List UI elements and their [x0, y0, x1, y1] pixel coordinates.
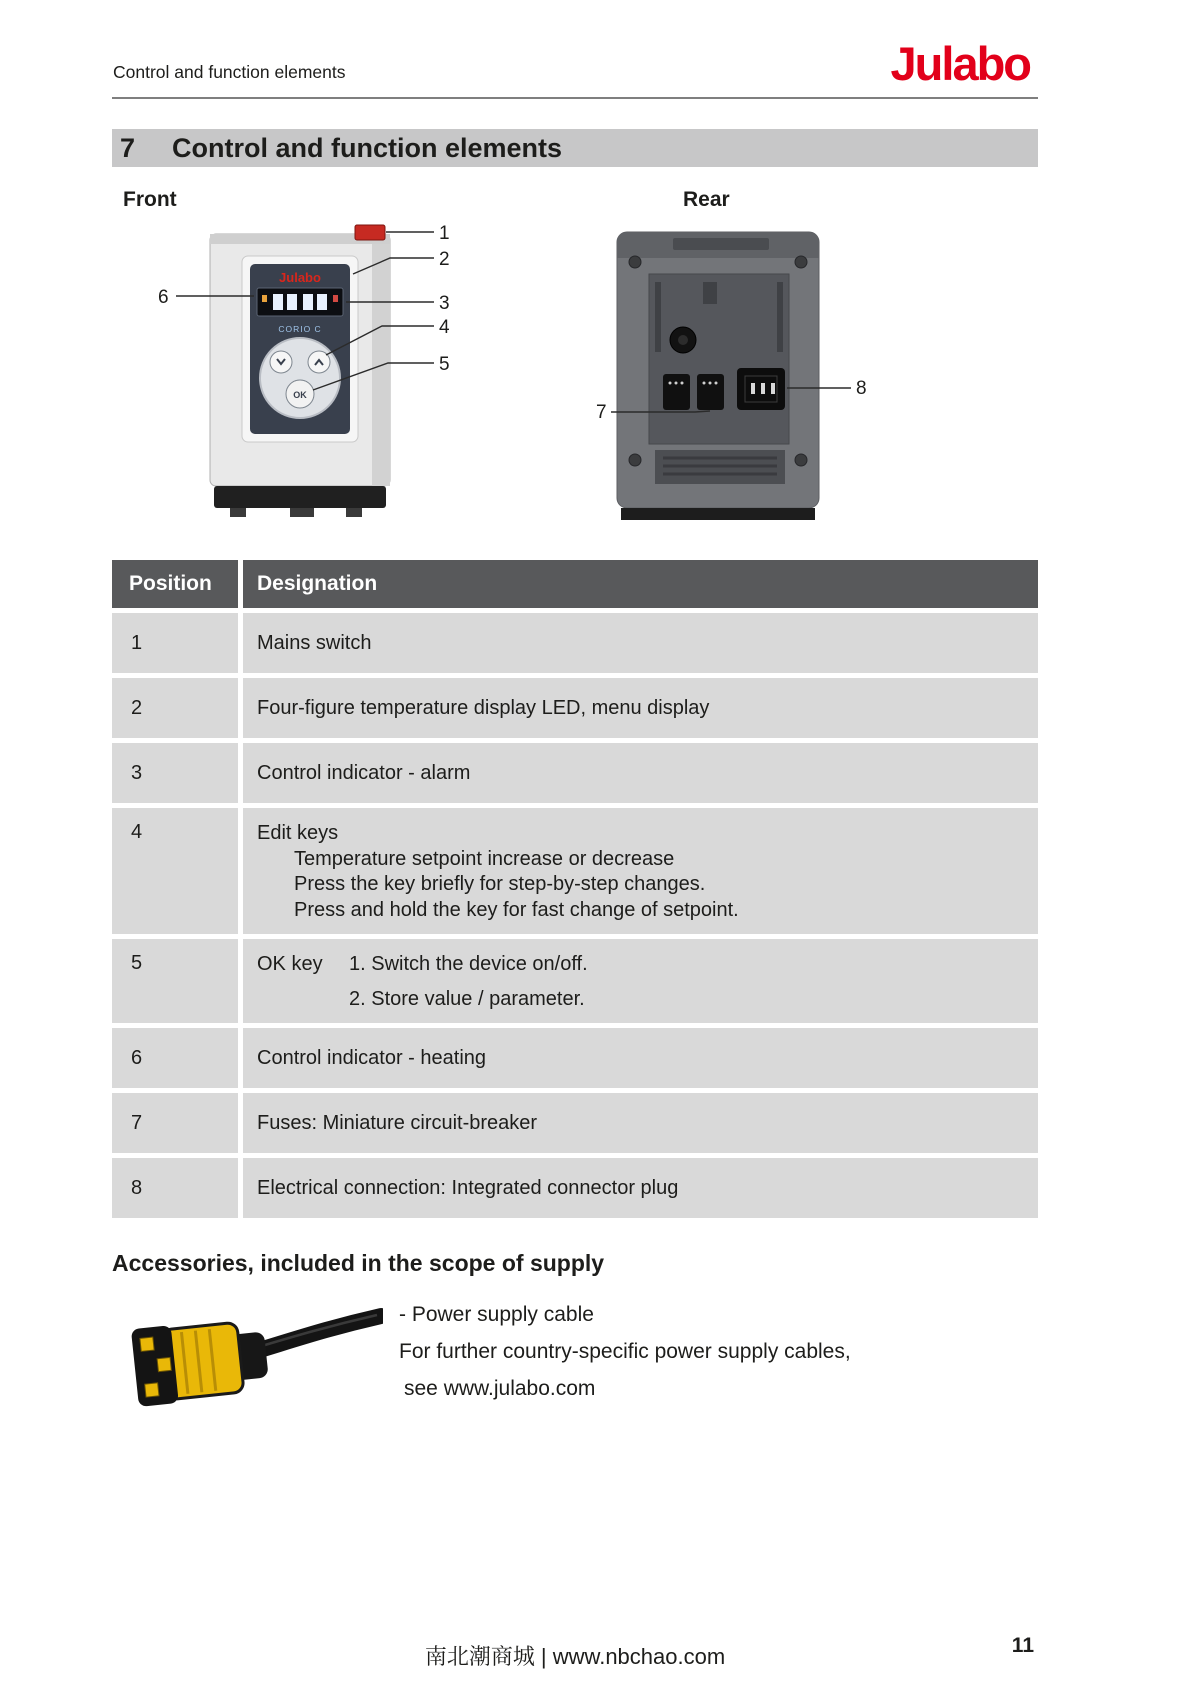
- table-row-4: [112, 808, 1038, 934]
- led-display: [257, 288, 343, 316]
- rear-device-figure: [575, 222, 875, 522]
- accessory-line-1: - Power supply cable: [399, 1303, 594, 1326]
- accessory-line-3: see www.julabo.com: [404, 1377, 596, 1400]
- row-position: 3: [112, 743, 238, 803]
- table-row-1: [112, 613, 1038, 673]
- row-designation: Electrical connection: Integrated connector plug: [243, 1158, 1038, 1218]
- mains-switch: [355, 225, 385, 240]
- section-number: 7: [120, 132, 136, 163]
- front-device-figure: [150, 222, 460, 522]
- table-row-6: [112, 1028, 1038, 1088]
- ok-key-label: OK: [293, 390, 307, 400]
- accessory-line-2: For further country-specific power supply cables,: [399, 1340, 851, 1363]
- designation-item: 1. Switch the device on/off.: [349, 953, 588, 975]
- row-designation: [243, 808, 1038, 934]
- callout-3: 3: [439, 293, 450, 314]
- power-cable-figure: [113, 1290, 383, 1440]
- row-designation: Control indicator - heating: [243, 1028, 1038, 1088]
- row-position: 4: [112, 808, 238, 934]
- table-row-3: [112, 743, 1038, 803]
- control-elements-table: [112, 560, 1038, 1223]
- row-designation: Four-figure temperature display LED, menu display: [243, 678, 1038, 738]
- header-divider: [112, 97, 1038, 99]
- row-position: 7: [112, 1093, 238, 1153]
- callout-2: 2: [439, 249, 450, 270]
- rear-figure-label: Rear: [683, 188, 730, 211]
- device-brand-label: Julabo: [279, 270, 321, 285]
- table-row-5: [112, 939, 1038, 1023]
- section-heading: [112, 129, 1038, 167]
- front-figure-label: Front: [123, 188, 177, 211]
- accessories-text: [399, 1290, 851, 1440]
- callout-8: 8: [856, 378, 867, 399]
- down-key: [270, 351, 292, 373]
- table-header-row: [112, 560, 1038, 608]
- heating-indicator: [262, 295, 267, 302]
- julabo-logo: Julabo: [890, 37, 1030, 90]
- fuse-breaker-1: [663, 374, 690, 410]
- designation-subline: Press the key briefly for step-by-step changes.: [294, 873, 706, 895]
- designation-main: OK key: [257, 953, 323, 975]
- row-position: 1: [112, 613, 238, 673]
- row-designation: Fuses: Miniature circuit-breaker: [243, 1093, 1038, 1153]
- callout-7: 7: [596, 402, 607, 423]
- column-header-position: Position: [112, 560, 238, 608]
- row-position: 6: [112, 1028, 238, 1088]
- rear-panel: [649, 274, 789, 444]
- row-position: 2: [112, 678, 238, 738]
- callout-6: 6: [158, 287, 169, 308]
- row-position: 8: [112, 1158, 238, 1218]
- running-header: Control and function elements: [113, 62, 346, 82]
- designation-subline: Temperature setpoint increase or decrease: [294, 847, 675, 870]
- footer-site-text: 南北潮商城 | www.nbchao.com: [424, 1644, 726, 1669]
- alarm-indicator: [333, 295, 338, 302]
- designation-item: 2. Store value / parameter.: [349, 988, 585, 1010]
- row-designation: Control indicator - alarm: [243, 743, 1038, 803]
- column-header-designation: Designation: [243, 560, 1038, 608]
- accessories-heading: Accessories, included in the scope of supply: [112, 1250, 605, 1276]
- table-row-2: [112, 678, 1038, 738]
- section-title: Control and function elements: [172, 132, 563, 163]
- row-designation: Mains switch: [243, 613, 1038, 673]
- callout-1: 1: [439, 223, 450, 244]
- callout-5: 5: [439, 354, 450, 375]
- designation-subline: Press and hold the key for fast change of setpoint.: [294, 898, 739, 921]
- table-row-8: [112, 1158, 1038, 1218]
- cable: [253, 1316, 381, 1352]
- row-designation: [243, 939, 1038, 1023]
- device-model-label: CORIO C: [278, 324, 322, 334]
- accessories-section: [113, 1290, 851, 1440]
- designation-main: Edit keys: [257, 822, 339, 844]
- page-number: 11: [1011, 1634, 1034, 1657]
- callout-4: 4: [439, 317, 450, 338]
- table-row-7: [112, 1093, 1038, 1153]
- row-position: 5: [112, 939, 238, 1023]
- fuse-breaker-2: [697, 374, 724, 410]
